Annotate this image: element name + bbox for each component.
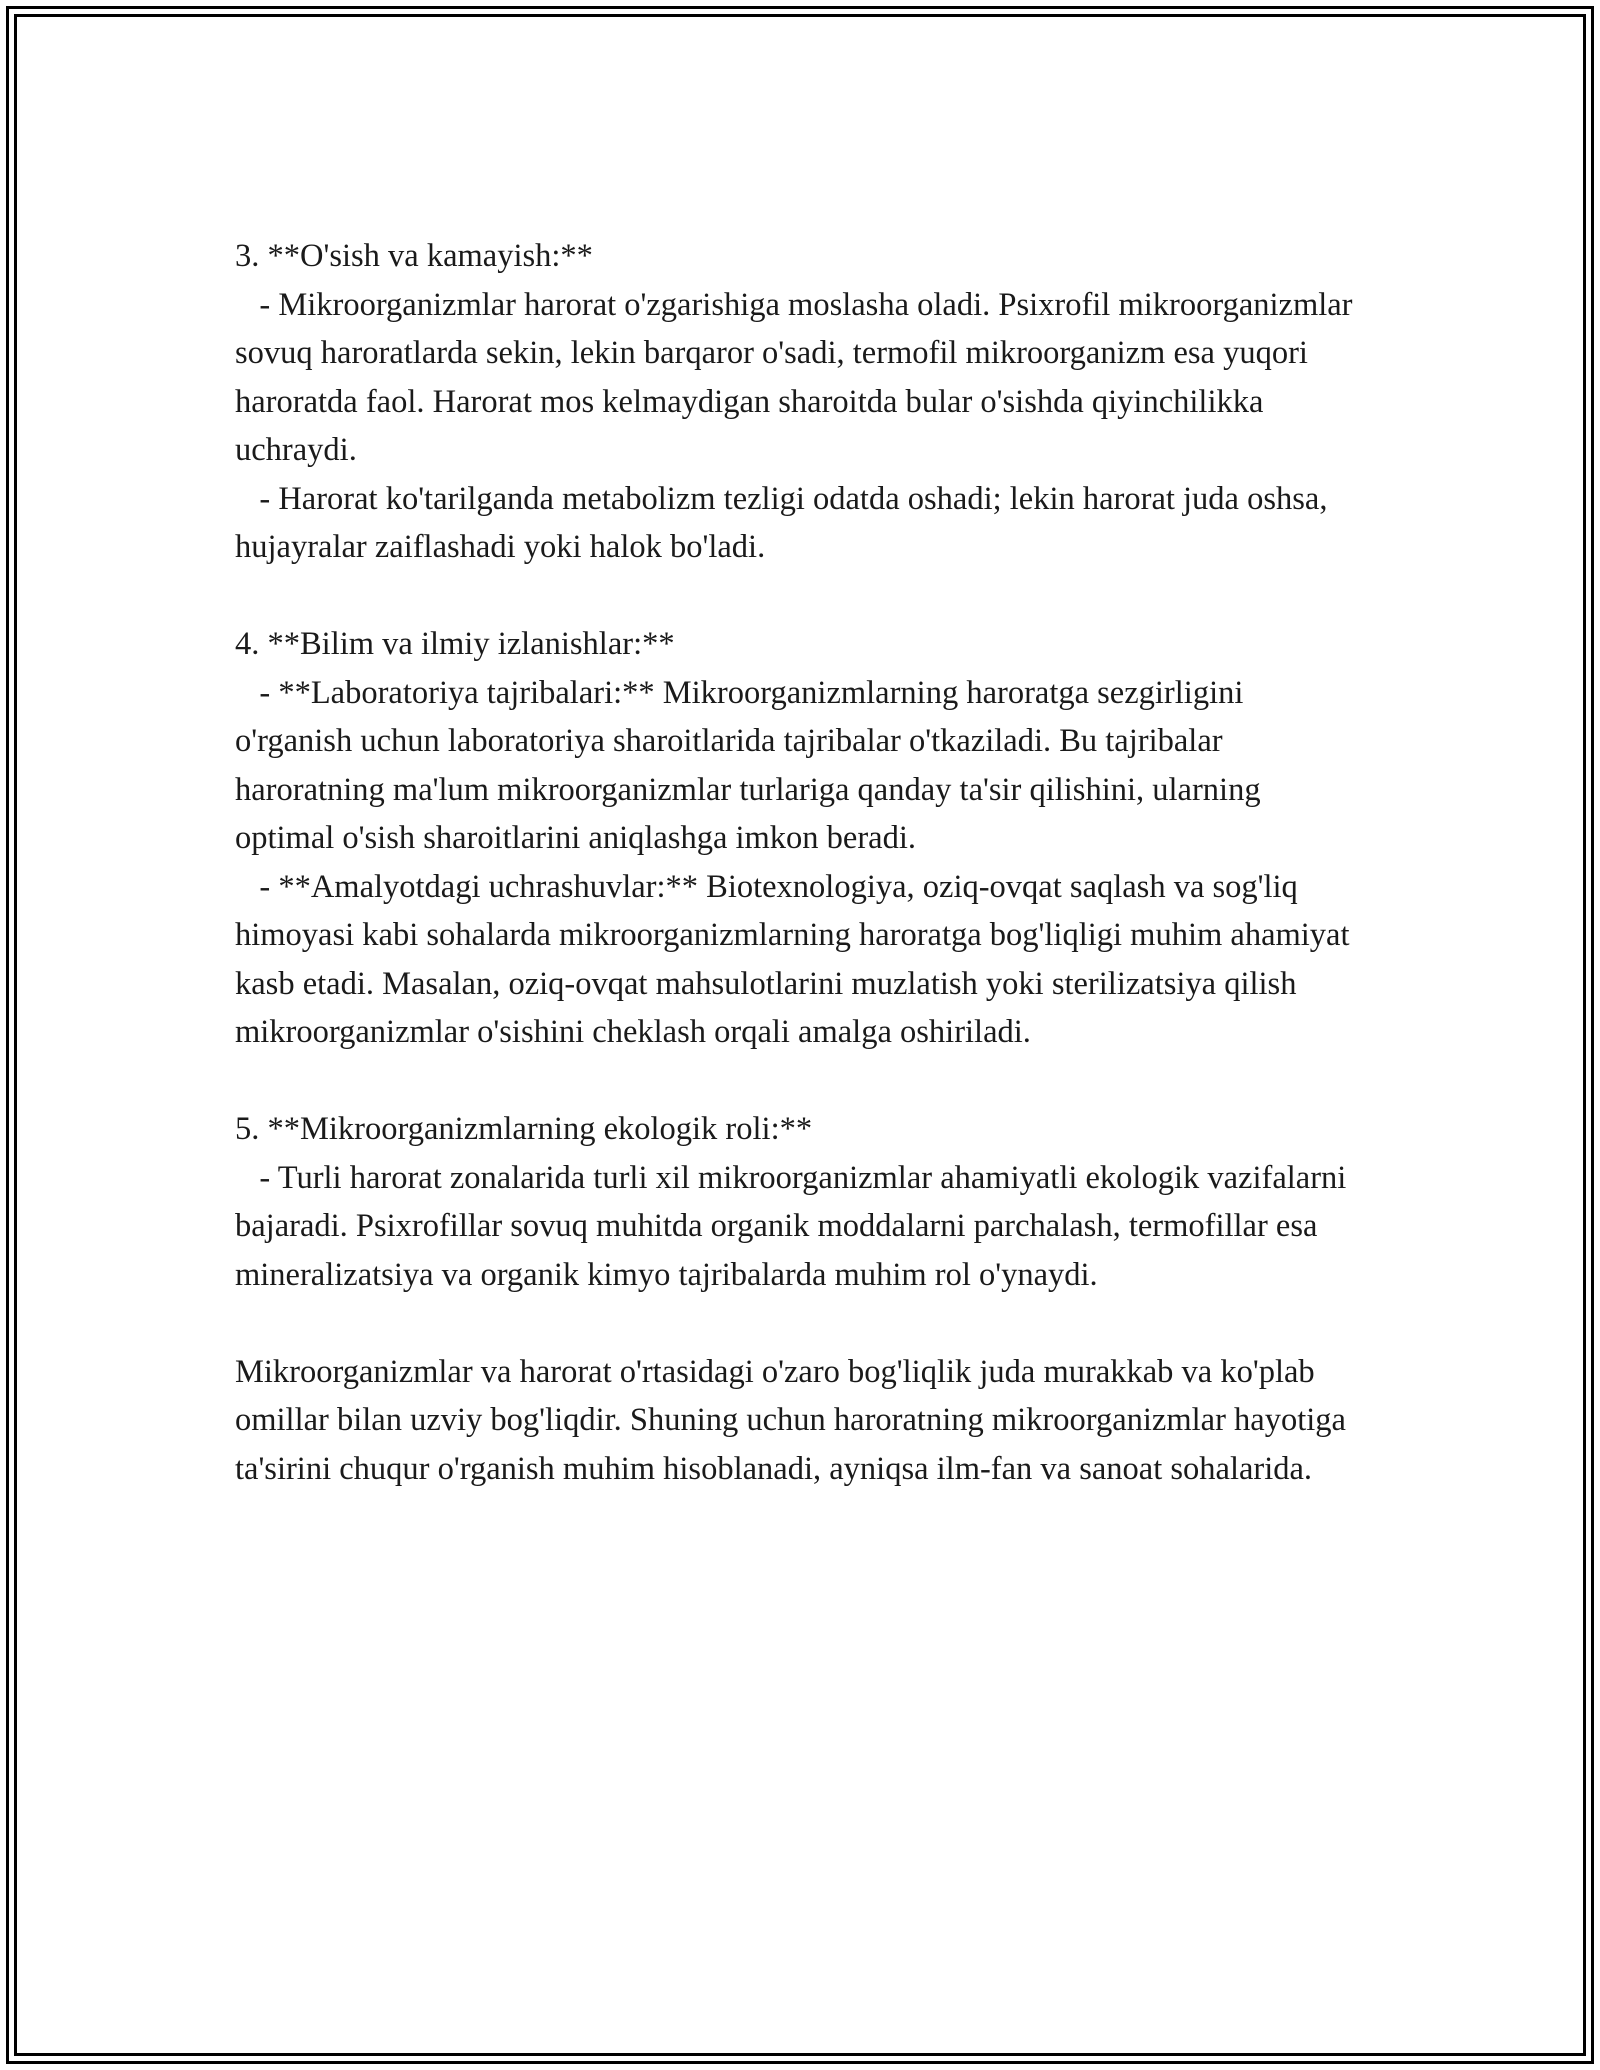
section-4-heading: 4. **Bilim va ilmiy izlanishlar:** [235,626,675,662]
paragraph-spacer [235,1057,1365,1106]
paragraph-spacer [235,1299,1365,1348]
section-3-item-adaptation: - Mikroorganizmlar harorat o'zgarishiga moslasha oladi. Psixrofil mikroorganizmlar sovuq haroratlarda sekin, lekin barqaror o'sadi, termofil mikroorganizm esa yuqori haroratda faol. Harorat mos kelmaydigan sharoitda bular o'sishda qiyinchilikka uchraydi. [235,286,1361,468]
section-5-item-ecological-role: - Turli harorat zonalarida turli xil mikroorganizmlar ahamiyatli ekologik vazifalarni bajaradi. Psixrofillar sovuq muhitda organik moddalarni parchalash, termofillar esa mineralizatsiya va organik kimyo tajribalarda muhim rol o'ynaydi. [235,1159,1355,1293]
section-5-heading: 5. **Mikroorganizmlarning ekologik roli:** [235,1111,813,1147]
section-3-item-metabolism: - Harorat ko'tarilganda metabolizm tezligi odatda oshadi; lekin harorat juda oshsa, hujayralar zaiflashadi yoki halok bo'ladi. [235,480,1336,565]
conclusion-paragraph: Mikroorganizmlar va harorat o'rtasidagi o'zaro bog'liqlik juda murakkab va ko'plab omillar bilan uzviy bog'liqdir. Shuning uchun haroratning mikroorganizmlar hayotiga ta'sirini chuqur o'rganish muhim hisoblanadi, ayniqsa ilm-fan va sanoat sohalarida. [235,1353,1355,1487]
section-4-item-practical-applications: - **Amalyotdagi uchrashuvlar:** Biotexnologiya, oziq-ovqat saqlash va sog'liq himoyasi kabi sohalarda mikroorganizmlarning haroratga bog'liqligi muhim ahamiyat kasb etadi. Masalan, oziq-ovqat mahsulotlarini muzlatish yoki sterilizatsiya qilish mikroorganizmlar o'sishini cheklash orqali amalga oshiriladi. [235,868,1358,1050]
section-4-item-lab-experiments: - **Laboratoriya tajribalari:** Mikroorganizmlarning haroratga sezgirligini o'rganish uchun laboratoriya sharoitlarida tajribalar o'tkaziladi. Bu tajribalar haroratning ma'lum mikroorganizmlar turlariga qanday ta'sir qilishini, ularning optimal o'sish sharoitlarini aniqlashga imkon beradi. [235,674,1269,856]
section-3-heading: 3. **O'sish va kamayish:** [235,238,593,274]
document-body [235,232,1365,1493]
paragraph-spacer [235,572,1365,621]
